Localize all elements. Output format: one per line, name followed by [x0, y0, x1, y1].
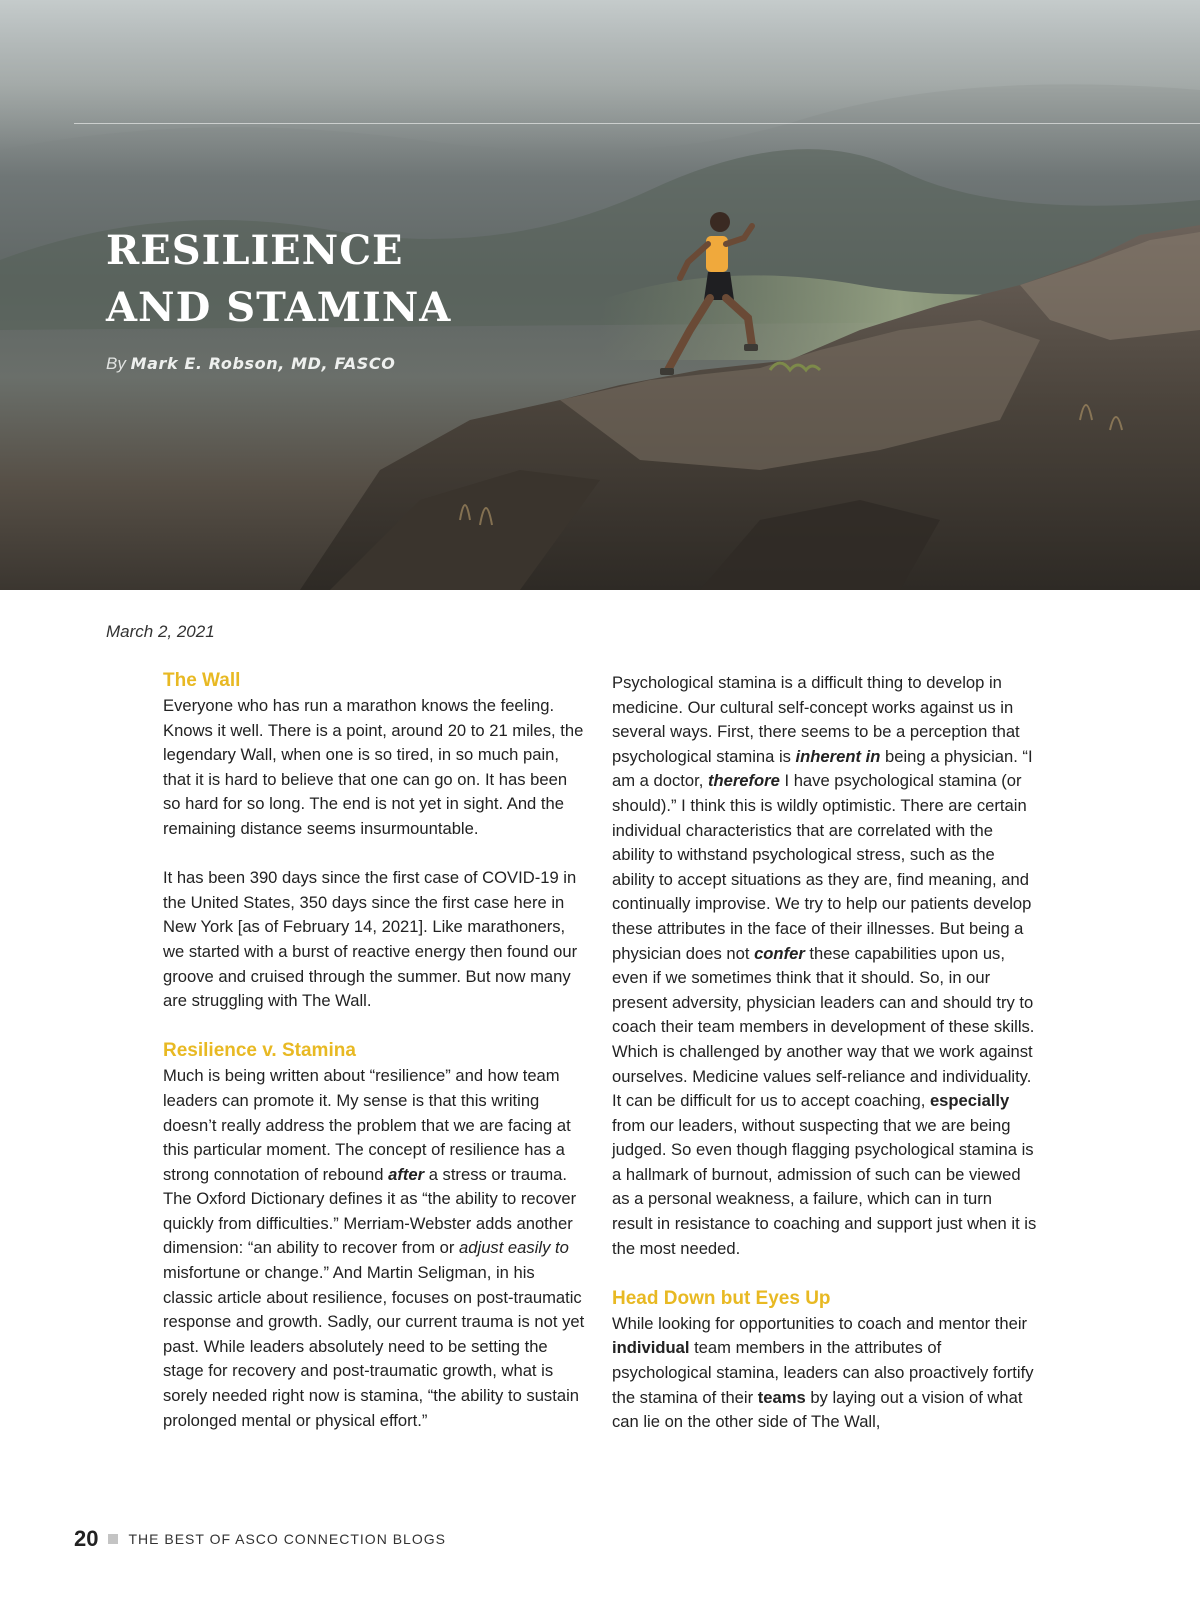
- publish-date: March 2, 2021: [106, 622, 215, 641]
- title-line-1: RESILIENCE: [106, 227, 404, 274]
- body-paragraph: [163, 1064, 588, 1433]
- hero-image: [0, 0, 1200, 590]
- text-run: Much is being written about “resilience” and how team leaders can promote it. My sense is that this writing doesn’t really address the problem that we are facing at this particular moment. The concept of resilience has a strong connotation of rebound: [163, 1066, 571, 1184]
- text-run: from our leaders, without suspecting that we are being judged. So even though flagging psychological stamina is a hallmark of burnout, admission of such can be viewed as a personal weakness, a failure, which can in turn result in resistance to coaching and support just when it is the most needed.: [612, 1115, 1037, 1258]
- body-paragraph: [612, 1312, 1037, 1435]
- emphasis-text: after: [388, 1164, 425, 1184]
- body-paragraph: [612, 671, 1037, 1261]
- body-paragraph: [163, 866, 588, 1014]
- section-heading: Resilience v. Stamina: [163, 1040, 356, 1062]
- emphasis-text: adjust easily to: [459, 1238, 569, 1258]
- hero-divider: [74, 123, 1200, 124]
- page-number: 20: [74, 1526, 99, 1551]
- emphasis-text: teams: [757, 1387, 806, 1407]
- emphasis-text: individual: [612, 1338, 690, 1358]
- page-footer: [74, 1524, 446, 1554]
- text-run: these capabilities upon us, even if we sometimes think that it should. So, in our present adversity, physician leaders can and should try to coach their team members in development of these skills. Which is challenged by another way that we work against ourselves. Medicine values self-reliance and individuality. It can be difficult for us to accept coaching,: [612, 943, 1035, 1111]
- text-run: It has been 390 days since the first case of COVID-19 in the United States, 350 days since the first case here in New York [as of February 14, 2021]. Like marathoners, we started with a burst of reactive energy then found our groove and cruised through the summer. But now many are struggling with The Wall.: [163, 868, 578, 1011]
- section-heading: The Wall: [163, 670, 241, 691]
- byline-prefix: By: [106, 354, 126, 373]
- text-run: by laying out a vision of what can lie on the other side of The Wall,: [612, 1387, 1023, 1432]
- text-run: misfortune or change.” And Martin Seligman, in his classic article about resilience, focuses on post-traumatic response and growth. Sadly, our current trauma is not yet past. While leaders absolutely need to be setting the stage for recovery and post-traumatic growth, what is sorely needed right now is stamina, “the ability to sustain prolonged mental or physical effort.”: [163, 1263, 585, 1430]
- footer-square-icon: [108, 1534, 118, 1544]
- text-run: Everyone who has run a marathon knows the feeling. Knows it well. There is a point, around 20 to 21 miles, the legendary Wall, when one is so tired, in so much pain, that it is hard to believe that one can go on. It has been so hard for so long. The end is not yet in sight. And the remaining distance seems insurmountable.: [163, 696, 584, 838]
- emphasis-text: especially: [929, 1091, 1010, 1111]
- body-paragraph: [163, 694, 588, 842]
- text-run: team members in the attributes of psychological stamina, leaders can also proactively fortify the stamina of their: [612, 1338, 1034, 1407]
- emphasis-text: therefore: [707, 771, 780, 791]
- text-run: While looking for opportunities to coach and mentor their: [612, 1313, 1028, 1333]
- article-title: [106, 222, 451, 336]
- emphasis-text: inherent in: [795, 746, 881, 766]
- left-column: [163, 668, 588, 1458]
- section-heading: Head Down but Eyes Up: [612, 1287, 831, 1309]
- text-run: Psychological stamina is a difficult thing to develop in medicine. Our cultural self-concept works against us in several ways. First, there seems to be a perception that psychological stamina is: [612, 673, 1020, 766]
- publication-name: THE BEST OF ASCO CONNECTION BLOGS: [128, 1531, 446, 1547]
- text-run: being a physician. “I am a doctor,: [612, 746, 1033, 791]
- title-line-2: AND STAMINA: [106, 284, 452, 331]
- text-run: I have psychological stamina (or should).” I think this is wildly optimistic. There are certain individual characteristics that are correlated with the ability to withstand psychological stress, such as the ability to accept situations as they are, find meaning, and continually improvise. We try to help our patients develop these attributes in the face of their illnesses. But being a physician does not: [612, 771, 1032, 963]
- byline: [106, 354, 395, 374]
- right-column: [612, 668, 1037, 1459]
- emphasis-text: confer: [754, 943, 805, 963]
- author-name: Mark E. Robson, MD, FASCO: [130, 354, 396, 373]
- text-run: a stress or trauma. The Oxford Dictionary defines it as “the ability to recover quickly from difficulties.” Merriam-Webster adds another dimension: “an ability to recover from or: [163, 1164, 577, 1258]
